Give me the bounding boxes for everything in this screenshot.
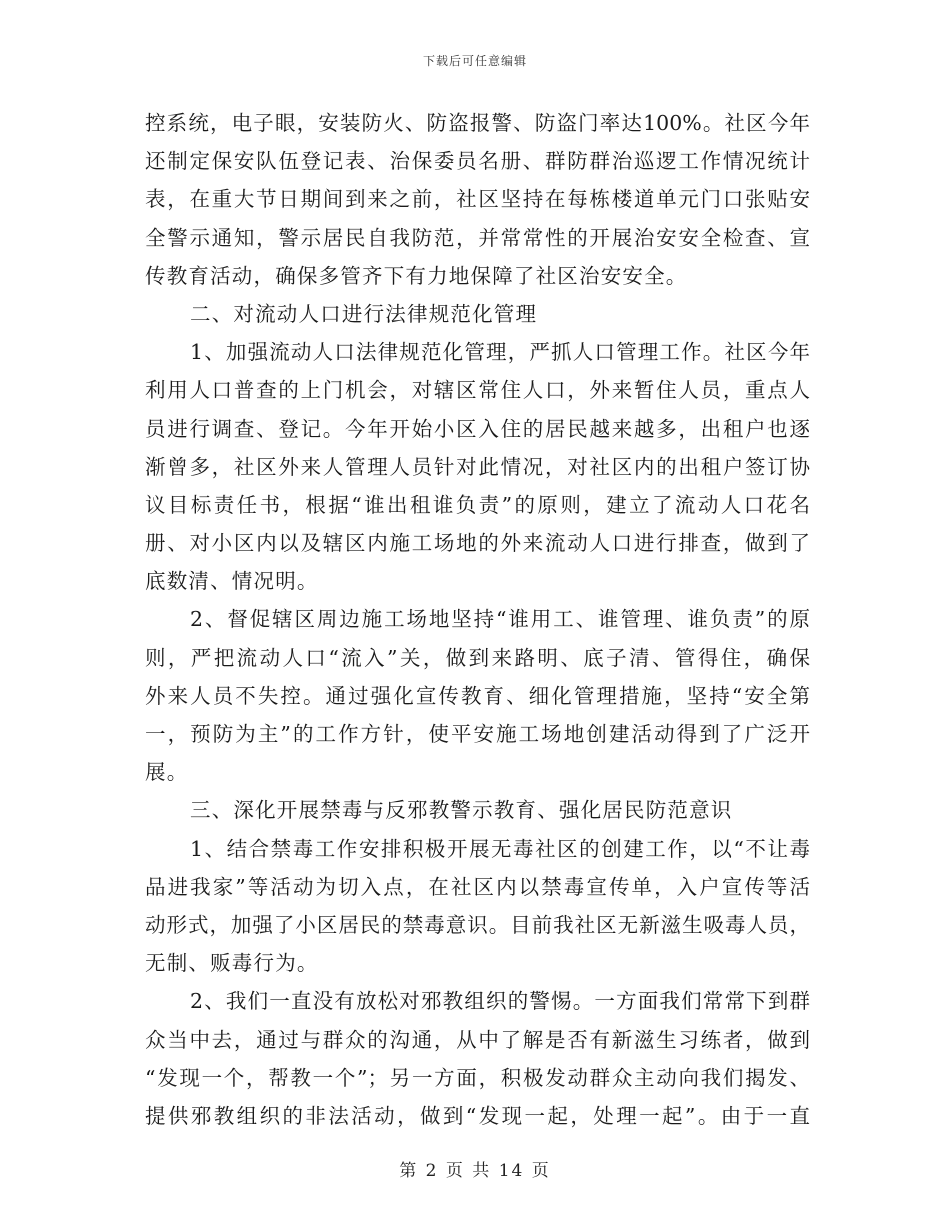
section-heading: 三、深化开展禁毒与反邪教警示教育、强化居民防范意识 bbox=[190, 798, 733, 823]
body-line: 众当中去，通过与群众的沟通，从中了解是否有新滋生习练者，做到 bbox=[145, 1027, 810, 1052]
body-line: 渐曾多，社区外来人管理人员针对此情况，对社区内的出租户签订协 bbox=[145, 454, 810, 479]
document-body bbox=[145, 104, 810, 1135]
body-line: 利用人口普查的上门机会，对辖区常住人口，外来暂住人员，重点人 bbox=[145, 378, 810, 403]
body-line: 外来人员不失控。通过强化宣传教育、细化管理措施，坚持“安全第 bbox=[145, 683, 810, 708]
body-line: 传教育活动，确保多管齐下有力地保障了社区治安安全。 bbox=[145, 263, 688, 288]
body-line: 员进行调查、登记。今年开始小区入住的居民越来越多，出租户也逐 bbox=[145, 416, 810, 441]
body-line: 展。 bbox=[145, 760, 189, 785]
body-line: 无制、贩毒行为。 bbox=[145, 951, 319, 976]
body-line: 提供邪教组织的非法活动，做到“发现一起，处理一起”。由于一直 bbox=[145, 1103, 810, 1128]
body-line: 2、督促辖区周边施工场地坚持“谁用工、谁管理、谁负责”的原 bbox=[190, 607, 810, 632]
body-line: 1、加强流动人口法律规范化管理，严抓人口管理工作。社区今年 bbox=[190, 340, 810, 365]
body-line: 1、结合禁毒工作安排积极开展无毒社区的创建工作，以“不让毒 bbox=[190, 836, 810, 861]
page-header-note: 下载后可任意编辑 bbox=[422, 54, 527, 68]
page-number-footer: 第 2 页 共 14 页 bbox=[399, 1161, 551, 1181]
body-line: 议目标责任书，根据“谁出租谁负责”的原则，建立了流动人口花名 bbox=[145, 492, 810, 517]
body-line: 册、对小区内以及辖区内施工场地的外来流动人口进行排查，做到了 bbox=[145, 531, 810, 556]
body-line: 一，预防为主”的工作方针，使平安施工场地创建活动得到了广泛开 bbox=[145, 722, 810, 746]
body-line: 还制定保安队伍登记表、治保委员名册、群防群治巡逻工作情况统计 bbox=[145, 149, 810, 174]
body-line: “发现一个，帮教一个”；另一方面，积极发动群众主动向我们揭发、 bbox=[145, 1065, 810, 1090]
body-line: 品进我家”等活动为切入点，在社区内以禁毒宣传单，入户宣传等活 bbox=[145, 874, 810, 899]
body-line: 动形式，加强了小区居民的禁毒意识。目前我社区无新滋生吸毒人员， bbox=[145, 912, 810, 937]
body-line: 则，严把流动人口“流入”关，做到来路明、底子清、管得住，确保 bbox=[145, 645, 810, 670]
body-line: 全警示通知，警示居民自我防范，并常常性的开展治安安全检查、宣 bbox=[145, 225, 810, 250]
body-line: 控系统，电子眼，安装防火、防盗报警、防盗门率达100%。社区今年 bbox=[145, 111, 810, 135]
body-line: 2、我们一直没有放松对邪教组织的警惕。一方面我们常常下到群 bbox=[190, 989, 810, 1014]
section-heading: 二、对流动人口进行法律规范化管理 bbox=[190, 301, 538, 326]
body-line: 表，在重大节日期间到来之前，社区坚持在每栋楼道单元门口张贴安 bbox=[145, 187, 810, 212]
body-line: 底数清、情况明。 bbox=[145, 569, 319, 594]
